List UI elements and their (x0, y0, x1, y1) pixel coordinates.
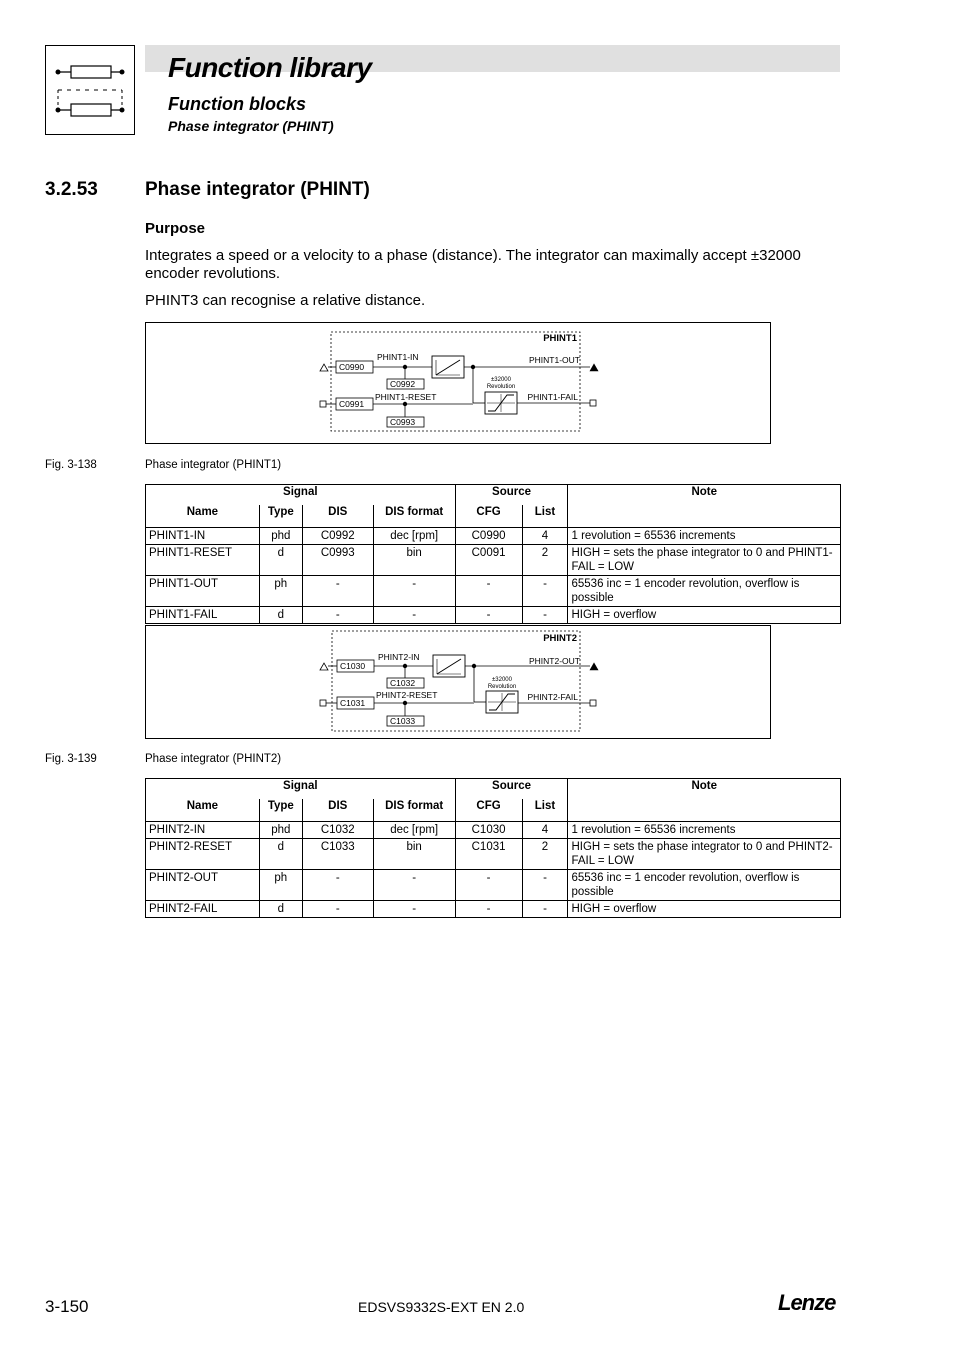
reset-code: C0991 (339, 399, 365, 409)
phint2-diagram (145, 625, 771, 739)
cell-name: PHINT2-OUT (146, 870, 260, 901)
cell-list: 2 (522, 545, 568, 576)
type-header: Type (259, 505, 302, 528)
figure-caption: Phase integrator (PHINT1) (145, 459, 282, 471)
limit-unit: Revolution (487, 684, 517, 690)
cell-type: d (259, 545, 302, 576)
cell-name: PHINT1-IN (146, 528, 260, 545)
document-id: EDSVS9332S-EXT EN 2.0 (358, 1299, 525, 1315)
ph-output-icon (590, 663, 598, 670)
cell-note: 65536 inc = 1 encoder revolution, overflow is possible (568, 870, 841, 901)
type-header: Type (259, 799, 302, 822)
cell-cfg: C0091 (455, 545, 522, 576)
phint1-diagram (145, 322, 771, 444)
in-label: PHINT2-IN (378, 652, 420, 662)
limit-value: ±32000 (492, 677, 512, 683)
cell-type: phd (259, 528, 302, 545)
out-label: PHINT1-OUT (529, 355, 580, 365)
cell-cfg: - (455, 576, 522, 607)
phint3-paragraph: PHINT3 can recognise a relative distance. (145, 292, 426, 309)
phd-input-icon (320, 663, 328, 670)
cell-list: 4 (522, 528, 568, 545)
name-header: Name (146, 505, 260, 528)
table-row (146, 870, 841, 901)
cell-note: HIGH = overflow (568, 607, 841, 624)
page-title: Function library (168, 52, 372, 83)
cell-dis: - (302, 607, 373, 624)
cell-type: d (259, 607, 302, 624)
cell-name: PHINT1-RESET (146, 545, 260, 576)
cell-name: PHINT2-FAIL (146, 901, 260, 918)
cell-dis: C1033 (302, 839, 373, 870)
cell-list: - (522, 607, 568, 624)
lenze-logo: Lenze (778, 1290, 836, 1315)
reset-dis: C1033 (390, 716, 416, 726)
cell-dis-format: bin (373, 545, 455, 576)
cell-type: d (259, 901, 302, 918)
cell-cfg: - (455, 870, 522, 901)
section-title: Phase integrator (PHINT) (145, 179, 370, 200)
cell-type: ph (259, 870, 302, 901)
cell-note: 1 revolution = 65536 increments (568, 822, 841, 839)
d-output-icon (590, 700, 596, 706)
signal-table-phint2 (145, 778, 841, 918)
cell-name: PHINT1-FAIL (146, 607, 260, 624)
chapter-logo (45, 45, 135, 135)
cell-type: phd (259, 822, 302, 839)
cell-list: - (522, 576, 568, 607)
in-label: PHINT1-IN (377, 352, 419, 362)
cell-dis: - (302, 576, 373, 607)
list-header: List (522, 799, 568, 822)
cell-name: PHINT1-OUT (146, 576, 260, 607)
signal-header: Signal (146, 779, 456, 800)
dis-header: DIS (302, 799, 373, 822)
fail-label: PHINT2-FAIL (527, 692, 578, 702)
reset-label: PHINT2-RESET (376, 690, 438, 700)
figure-caption: Phase integrator (PHINT2) (145, 753, 282, 765)
reset-dis: C0993 (390, 417, 416, 427)
limit-value: ±32000 (491, 377, 511, 383)
cell-list: - (522, 870, 568, 901)
note-header: Note (568, 779, 841, 822)
dis-format-header: DIS format (373, 505, 455, 528)
cell-note: HIGH = sets the phase integrator to 0 and PHINT2-FAIL = LOW (568, 839, 841, 870)
d-input-icon (320, 700, 326, 706)
reset-code: C1031 (340, 698, 366, 708)
purpose-paragraph: Integrates a speed or a velocity to a phase (distance). The integrator can maximally accept ±32000 encoder revolutions. (145, 247, 801, 282)
cell-note: 65536 inc = 1 encoder revolution, overflow is possible (568, 576, 841, 607)
dis-header: DIS (302, 505, 373, 528)
cell-note: 1 revolution = 65536 increments (568, 528, 841, 545)
cell-dis: - (302, 870, 373, 901)
in-dis: C0992 (390, 379, 416, 389)
source-header: Source (455, 485, 568, 506)
cell-list: 2 (522, 839, 568, 870)
cell-dis-format: dec [rpm] (373, 528, 455, 545)
list-header: List (522, 505, 568, 528)
cell-cfg: - (455, 607, 522, 624)
cell-cfg: C1031 (455, 839, 522, 870)
cell-name: PHINT2-IN (146, 822, 260, 839)
cfg-header: CFG (455, 505, 522, 528)
cell-dis-format: bin (373, 839, 455, 870)
source-header: Source (455, 779, 568, 800)
d-input-icon (320, 401, 326, 407)
in-code: C0990 (339, 362, 365, 372)
cell-dis: - (302, 901, 373, 918)
figure-number: Fig. 3-138 (45, 459, 97, 471)
phd-input-icon (320, 364, 328, 371)
cell-dis: C1032 (302, 822, 373, 839)
out-label: PHINT2-OUT (529, 656, 580, 666)
cell-name: PHINT2-RESET (146, 839, 260, 870)
cell-dis-format: - (373, 607, 455, 624)
cell-list: - (522, 901, 568, 918)
cfg-header: CFG (455, 799, 522, 822)
page-subtitle: Function blocks (168, 94, 307, 114)
cell-dis: C0993 (302, 545, 373, 576)
d-output-icon (590, 400, 596, 406)
cell-list: 4 (522, 822, 568, 839)
fail-label: PHINT1-FAIL (527, 392, 578, 402)
cell-dis-format: - (373, 901, 455, 918)
table-row (146, 901, 841, 918)
table-row (146, 545, 841, 576)
cell-note: HIGH = sets the phase integrator to 0 and PHINT1-FAIL = LOW (568, 545, 841, 576)
cell-cfg: C0990 (455, 528, 522, 545)
table-row (146, 576, 841, 607)
signal-header: Signal (146, 485, 456, 506)
cell-cfg: - (455, 901, 522, 918)
limit-unit: Revolution (486, 384, 516, 390)
cell-dis: C0992 (302, 528, 373, 545)
figure-number: Fig. 3-139 (45, 753, 97, 765)
cell-dis-format: - (373, 870, 455, 901)
table-row (146, 822, 841, 839)
table-row (146, 607, 841, 624)
in-code: C1030 (340, 661, 366, 671)
block-label: PHINT2 (543, 633, 577, 644)
cell-dis-format: dec [rpm] (373, 822, 455, 839)
table-row (146, 528, 841, 545)
name-header: Name (146, 799, 260, 822)
dis-format-header: DIS format (373, 799, 455, 822)
signal-table-phint1 (145, 484, 841, 624)
cell-note: HIGH = overflow (568, 901, 841, 918)
note-header: Note (568, 485, 841, 528)
page-number: 3-150 (45, 1297, 89, 1316)
table-row (146, 839, 841, 870)
cell-cfg: C1030 (455, 822, 522, 839)
cell-type: ph (259, 576, 302, 607)
cell-dis-format: - (373, 576, 455, 607)
cell-type: d (259, 839, 302, 870)
function-block-icon (46, 46, 134, 134)
purpose-heading: Purpose (145, 220, 206, 237)
page-subsubtitle: Phase integrator (PHINT) (168, 118, 334, 134)
block-label: PHINT1 (543, 333, 577, 344)
reset-label: PHINT1-RESET (375, 392, 437, 402)
section-number: 3.2.53 (45, 179, 98, 200)
ph-output-icon (590, 364, 598, 371)
in-dis: C1032 (390, 678, 416, 688)
